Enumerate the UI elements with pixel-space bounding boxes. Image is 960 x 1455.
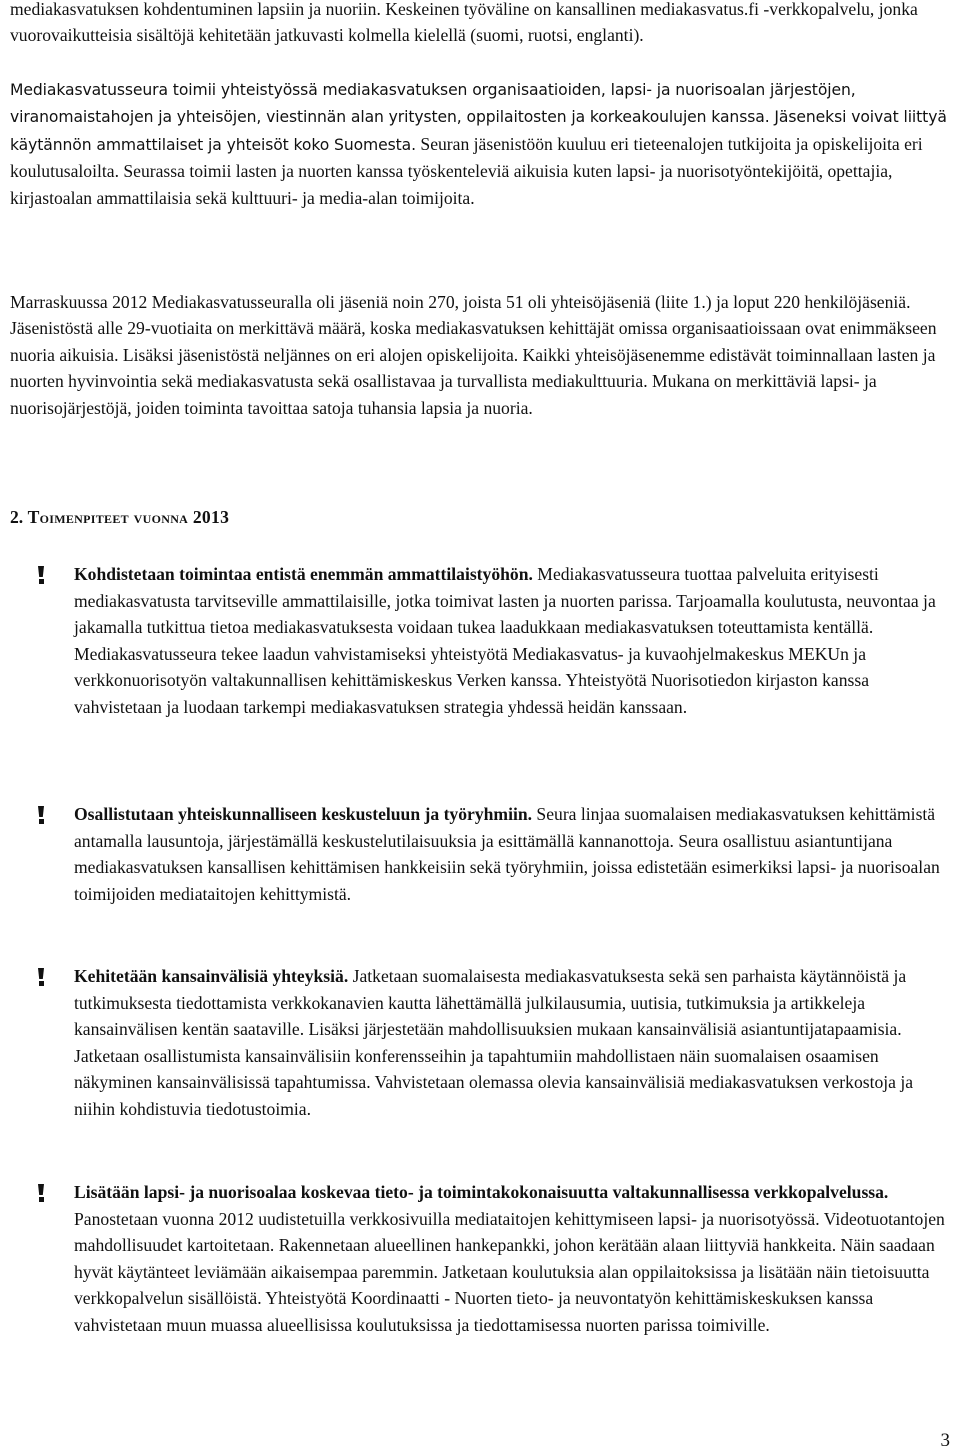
page-number: 3	[940, 1430, 950, 1451]
bullet-lead: Kohdistetaan toimintaa entistä enemmän ammattilaistyöhön.	[74, 564, 533, 584]
bullet-text	[74, 801, 954, 907]
section-number: 2.	[10, 507, 24, 527]
bullet-text	[74, 1179, 954, 1339]
bullet-body: Jatketaan suomalaisesta mediakasvatuksesta sekä sen parhaista käytännöistä ja tutkimuksesta tiedottamista verkkokanavien kautta lähettämällä julkilausumia, uutisia, tutkimuksia ja artikkeleja kansainvälisen kentän saataville. Lisäksi järjestetään mahdollisuuksien mukaan kansainvälisiä asiantuntijatapaamisia. Jatketaan osallistumista kansainvälisiin konferensseihin ja tapahtumiin mahdollistaen näin suomalaisen osaamisen näkyminen kansainvälisissä tapahtumissa. Vahvistetaan olemassa olevia kansainvälisiä mediakasvatuksen verkostoja ja niihin kohdistuvia tiedotustoimia.	[74, 966, 914, 1119]
section-heading	[10, 507, 229, 528]
exclamation-bullet-icon	[38, 1184, 45, 1201]
paragraph-partners-serif-text: Seuran jäsenistöön kuuluu eri tieteenalojen tutkijoita ja opiskelijoita eri koulutusaloilta. Seurassa toimii lasten ja nuorten kanssa työskenteleviä aikuisia kuten lapsi- ja nuorisotyöntekijöitä, opettajia, kirjastoalan ammattilaisia sekä kulttuuri- ja media-alan toimijoita.	[10, 133, 923, 208]
bullet-body: Panostetaan vuonna 2012 uudistetuilla verkkosivuilla mediataitojen kehittymiseen lapsi- ja nuorisotyössä. Videotuotantojen mahdollisuudet kartoitetaan. Rakennetaan alueellinen hankepankki, johon kerätään alaan liittyviä hankkeita. Näin saadaan hyvät käytänteet leviämään aikaisempaa paremmin. Jatketaan koulutuksia alan oppilaitoksissa ja lisätään näin tietoisuutta verkkopalvelun sisällöistä. Yhteistyötä Koordinaatti - Nuorten tieto- ja neuvontatyön kehittämiskeskuksen kanssa vahvistetaan muun muassa alueellisissa koulutuksissa ja tiedottamisessa nuorten parissa toimiville.	[74, 1208, 945, 1335]
bullet-body: Mediakasvatusseura tuottaa palveluita erityisesti mediakasvatusta tarvitseville ammattilaisille, jotka toimivat lasten ja nuorten parissa. Tarjoamalla koulutusta, neuvontaa ja jakamalla tutkittua tietoa mediakasvatuksesta voidaan tukea laadukkaan mediakasvatuksen toteuttamista kentällä. Mediakasvatusseura tekee laadun vahvistamiseksi yhteistyötä Mediakasvatus- ja kuvaohjelmakeskus MEKUn ja verkkonuorisotyön valtakunnallisen kehittämiskeskus Verken kanssa. Yhteistyötä Nuorisotiedon kirjaston kanssa vahvistetaan ja luodaan tarkempi mediakasvatuksen strategia yhdessä heidän kanssaan.	[74, 564, 936, 717]
exclamation-bullet-icon	[38, 806, 45, 823]
bullet-text	[74, 963, 954, 1123]
exclamation-bullet-icon	[38, 968, 45, 985]
bullet-lead: Lisätään lapsi- ja nuorisoalaa koskevaa tieto- ja toimintakokonaisuutta valtakunnallisessa verkkopalvelussa.	[74, 1182, 889, 1202]
paragraph-membership-text: Marraskuussa 2012 Mediakasvatusseuralla oli jäseniä noin 270, joista 51 oli yhteisöjäseniä (liite 1.) ja loput 220 henkilöjäseniä. Jäsenistöstä alle 29-vuotiaita on merkittävä määrä, koska mediakasvatuksen kehittäjät omissa organisaatioissaan ovat enimmäkseen nuoria aikuisia. Lisäksi jäsenistöstä neljännes on eri alojen opiskelijoita. Kaikki yhteisöjäsenemme edistävät toiminnallaan lasten ja nuorten hyvinvointia sekä mediakasvatusta sekä osallistavaa ja turvallista mediakulttuuria. Mukana on merkittäviä lapsi- ja nuorisojärjestöjä, joiden toiminta tavoittaa satoja tuhansia lapsia ja nuoria.	[10, 292, 937, 418]
exclamation-bullet-icon	[38, 566, 45, 583]
paragraph-membership	[10, 289, 950, 421]
bullet-lead: Osallistutaan yhteiskunnalliseen keskusteluun ja työryhmiin.	[74, 804, 533, 824]
paragraph-intro	[10, 0, 950, 49]
bullet-lead: Kehitetään kansainvälisiä yhteyksiä.	[74, 966, 349, 986]
bullet-body: Seura linjaa suomalaisen mediakasvatuksen kehittämistä antamalla lausuntoja, järjestämällä keskustelutilaisuuksia ja esittämällä kannanottoja. Seura osallistuu asiantuntijana mediakasvatuksen kansallisen kehittämisen hankkeisiin sekä työryhmiin, joissa edistetään esimerkiksi lapsi- ja nuorisoalan toimijoiden mediataitojen kehittymistä.	[74, 804, 940, 904]
section-title: Toimenpiteet vuonna 2013	[27, 507, 230, 527]
bullet-text	[74, 561, 954, 721]
paragraph-intro-text: mediakasvatuksen kohdentuminen lapsiin ja nuoriin. Keskeinen työväline on kansallinen mediakasvatus.fi -verkkopalvelu, jonka vuorovaikutteisia sisältöjä kehitetään jatkuvasti kolmella kielellä (suomi, ruotsi, englanti).	[10, 0, 918, 46]
paragraph-partners	[10, 76, 950, 211]
paragraph-partners-sans-text: Mediakasvatusseura toimii yhteistyössä mediakasvatuksen organisaatioiden, lapsi- ja nuorisoalan järjestöjen, viranomaistahojen ja yhteisöjen, viestinnän alan yritysten, oppilaitosten ja korkeakoulujen kanssa. Jäseneksi voivat liittyä käytännön ammattilaiset ja yhteisöt koko Suomesta.	[10, 81, 947, 154]
